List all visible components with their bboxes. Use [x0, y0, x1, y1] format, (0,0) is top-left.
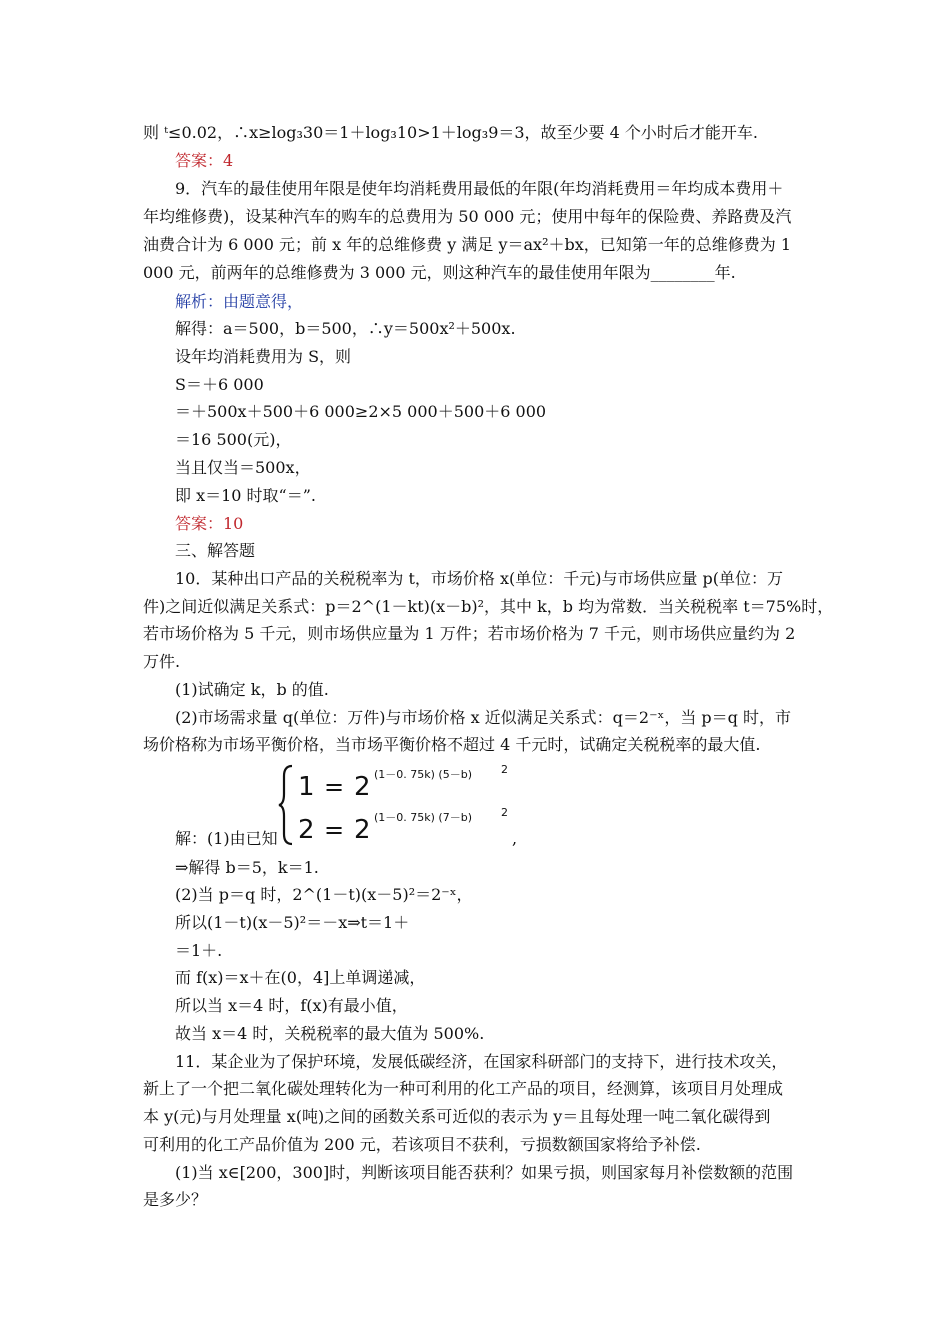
question-10-line: 10．某种出口产品的关税税率为 t，市场价格 x(单位：千元)与市场供应量 p(单位：万 [175, 569, 784, 588]
eq-row2-base: 2 [354, 815, 371, 845]
solution-line: ＝1＋. [175, 941, 223, 960]
question-10-line: 场价格称为市场平衡价格，当市场平衡价格不超过 4 千元时，试确定关税税率的最大值. [143, 735, 761, 754]
eq-row1-lhs: 1 [298, 772, 315, 802]
solution-line: 解得：a＝500，b＝500，∴y＝500x²＋500x. [175, 319, 516, 338]
question-10-line: 万件. [143, 652, 181, 671]
question-10-line: (2)市场需求量 q(单位：万件)与市场价格 x 近似满足关系式：q＝2⁻ˣ，当 p＝q 时，市 [175, 708, 791, 727]
eq-row1-equals: = [324, 773, 345, 801]
left-brace [279, 766, 292, 844]
comma: , [512, 829, 518, 848]
solution-line: 解：(1)由已知 [175, 829, 278, 848]
question-11-line: 11．某企业为了保护环境，发展低碳经济，在国家科研部门的支持下，进行技术攻关， [175, 1052, 788, 1071]
question-9-line: 油费合计为 6 000 元；前 x 年的总维修费 y 满足 y＝ax²＋bx，已知第一年的总维修费为 1 [143, 235, 792, 254]
solution-line: 所以当 x＝4 时，f(x)有最小值， [175, 996, 408, 1015]
section-heading: 三、解答题 [175, 541, 256, 560]
question-11-line: (1)当 x∈[200，300]时，判断该项目能否获利？如果亏损，则国家每月补偿数额的范围 [175, 1163, 794, 1182]
question-11-line: 是多少？ [143, 1190, 208, 1209]
solution-line: 即 x＝10 时取“＝”. [175, 486, 317, 505]
solution-line: 设年均消耗费用为 S，则 [175, 347, 352, 366]
question-9-line: 000 元，前两年的总维修费为 3 000 元，则这种汽车的最佳使用年限为________年. [143, 263, 736, 282]
question-10-line: (1)试确定 k，b 的值. [175, 680, 329, 699]
solution-line: (2)当 p＝q 时，2^(1－t)(x－5)²＝2⁻ˣ， [175, 885, 473, 904]
question-11-line: 可利用的化工产品价值为 200 元，若该项目不获利，亏损数额国家将给予补偿. [143, 1135, 701, 1154]
solution-line: ＝＋500x＋500＋6 000≥2×5 000＋500＋6 000 [175, 402, 547, 421]
question-10-line: 件)之间近似满足关系式：p＝2^(1－kt)(x－b)²，其中 k，b 均为常数．当关税税率 t＝75%时， [143, 597, 834, 616]
question-10-line: 若市场价格为 5 千元，则市场供应量为 1 万件；若市场价格为 7 千元，则市场供应量约为 2 [143, 624, 796, 643]
equation-system [278, 762, 518, 848]
eq-row2-lhs: 2 [298, 815, 315, 845]
eq-row2-equals: = [324, 816, 345, 844]
text-line: 则 ᵗ≤0.02，∴x≥log₃30＝1＋log₃10>1＋log₃9＝3，故至少要 4 个小时后才能开车. [143, 123, 758, 142]
question-9-line: 9．汽车的最佳使用年限是使年均消耗费用最低的年限(年均消耗费用＝年均成本费用＋ [175, 179, 784, 198]
answer-line: 答案：10 [175, 514, 244, 533]
eq-row1-square: 2 [501, 763, 508, 776]
question-9-line: 年均维修费)，设某种汽车的购车的总费用为 50 000 元；使用中每年的保险费、养路费及汽 [143, 207, 792, 226]
question-11-line: 新上了一个把二氧化碳处理转化为一种可利用的化工产品的项目，经测算，该项目月处理成 [143, 1079, 784, 1098]
eq-row1-exponent: (1－0. 75k) (5－b) [374, 768, 473, 781]
solution-line: S＝＋6 000 [175, 375, 264, 394]
solution-line: 故当 x＝4 时，关税税率的最大值为 500%. [175, 1024, 485, 1043]
solution-line: ⇒解得 b＝5，k＝1. [175, 858, 319, 877]
question-11-line: 本 y(元)与月处理量 x(吨)之间的函数关系可近似的表示为 y＝且每处理一吨二氧化碳得到 [143, 1107, 771, 1126]
eq-row2-exponent: (1－0. 75k) (7－b) [374, 811, 473, 824]
solution-line: 而 f(x)＝x＋在(0，4]上单调递减， [175, 968, 426, 987]
solution-line: ＝16 500(元)， [175, 430, 292, 449]
eq-row1-base: 2 [354, 772, 371, 802]
answer-line: 答案：4 [175, 151, 234, 170]
solution-line: 所以(1－t)(x－5)²＝－x⇒t＝1＋ [175, 913, 410, 932]
eq-row2-square: 2 [501, 806, 508, 819]
analysis-line: 解析：由题意得， [175, 292, 304, 311]
solution-line: 当且仅当＝500x， [175, 458, 311, 477]
